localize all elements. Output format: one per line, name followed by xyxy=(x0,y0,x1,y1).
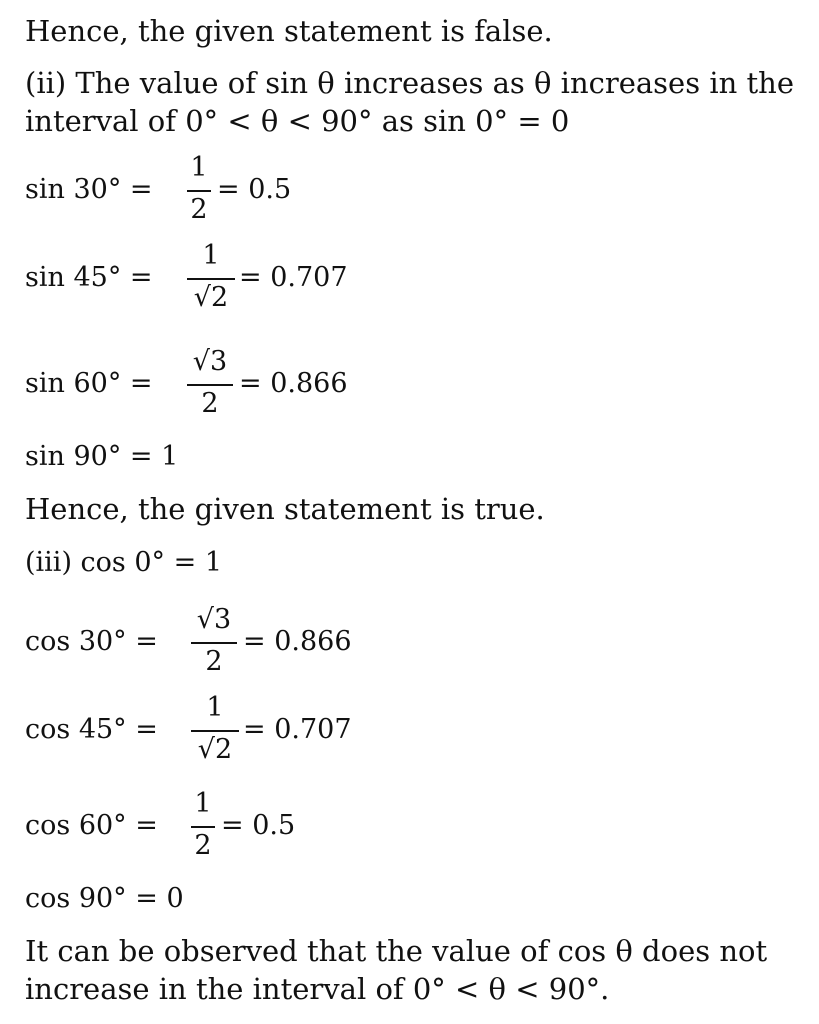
text-line-part-ii-heading: (ii) The value of sin θ increases as θ increases in the xyxy=(25,66,794,100)
fraction xyxy=(191,692,239,772)
text-line-part-ii-interval: interval of 0° < θ < 90° as sin 0° = 0 xyxy=(25,104,570,138)
fraction-numerator: 1 xyxy=(202,240,220,271)
equation-rhs: = 0.866 xyxy=(243,626,352,657)
fraction-bar xyxy=(191,826,215,828)
fraction xyxy=(191,788,215,868)
text-line-part-iii-heading: (iii) cos 0° = 1 xyxy=(25,547,223,578)
equation-lhs: cos 45° = xyxy=(25,714,158,745)
equation-cos-90: cos 90° = 0 xyxy=(25,883,184,914)
fraction xyxy=(187,240,235,320)
fraction-numerator: 1 xyxy=(194,788,212,819)
equation-lhs: cos 30° = xyxy=(25,626,158,657)
fraction-denominator: 2 xyxy=(205,646,223,677)
text-line-observation: It can be observed that the value of cos θ does not xyxy=(25,934,768,968)
fraction-denominator: 2 xyxy=(194,830,212,861)
text-line-observation-interval: increase in the interval of 0° < θ < 90°. xyxy=(25,972,610,1006)
fraction-bar xyxy=(191,730,239,732)
equation-lhs: cos 60° = xyxy=(25,810,158,841)
fraction xyxy=(191,604,237,684)
fraction-denominator: 2 xyxy=(190,194,208,225)
equation-lhs: sin 45° = xyxy=(25,262,153,293)
fraction xyxy=(187,346,233,426)
equation-rhs: = 0.5 xyxy=(221,810,296,841)
fraction-denominator: √2 xyxy=(193,282,229,313)
fraction-bar xyxy=(187,384,233,386)
text-line-true-conclusion: Hence, the given statement is true. xyxy=(25,492,545,526)
fraction-bar xyxy=(187,278,235,280)
fraction-numerator: 1 xyxy=(206,692,224,723)
equation-lhs: sin 60° = xyxy=(25,368,153,399)
fraction-numerator: √3 xyxy=(196,604,232,635)
equation-rhs: = 0.5 xyxy=(217,174,292,205)
equation-lhs: sin 30° = xyxy=(25,174,153,205)
fraction-denominator: 2 xyxy=(201,388,219,419)
equation-rhs: = 0.707 xyxy=(243,714,352,745)
fraction-numerator: √3 xyxy=(192,346,228,377)
equation-sin-90: sin 90° = 1 xyxy=(25,441,179,472)
fraction-bar xyxy=(191,642,237,644)
fraction-bar xyxy=(187,190,211,192)
text-line-false-conclusion: Hence, the given statement is false. xyxy=(25,14,553,48)
fraction-numerator: 1 xyxy=(190,152,208,183)
equation-rhs: = 0.707 xyxy=(239,262,348,293)
fraction xyxy=(187,152,211,232)
equation-rhs: = 0.866 xyxy=(239,368,348,399)
fraction-denominator: √2 xyxy=(197,734,233,765)
